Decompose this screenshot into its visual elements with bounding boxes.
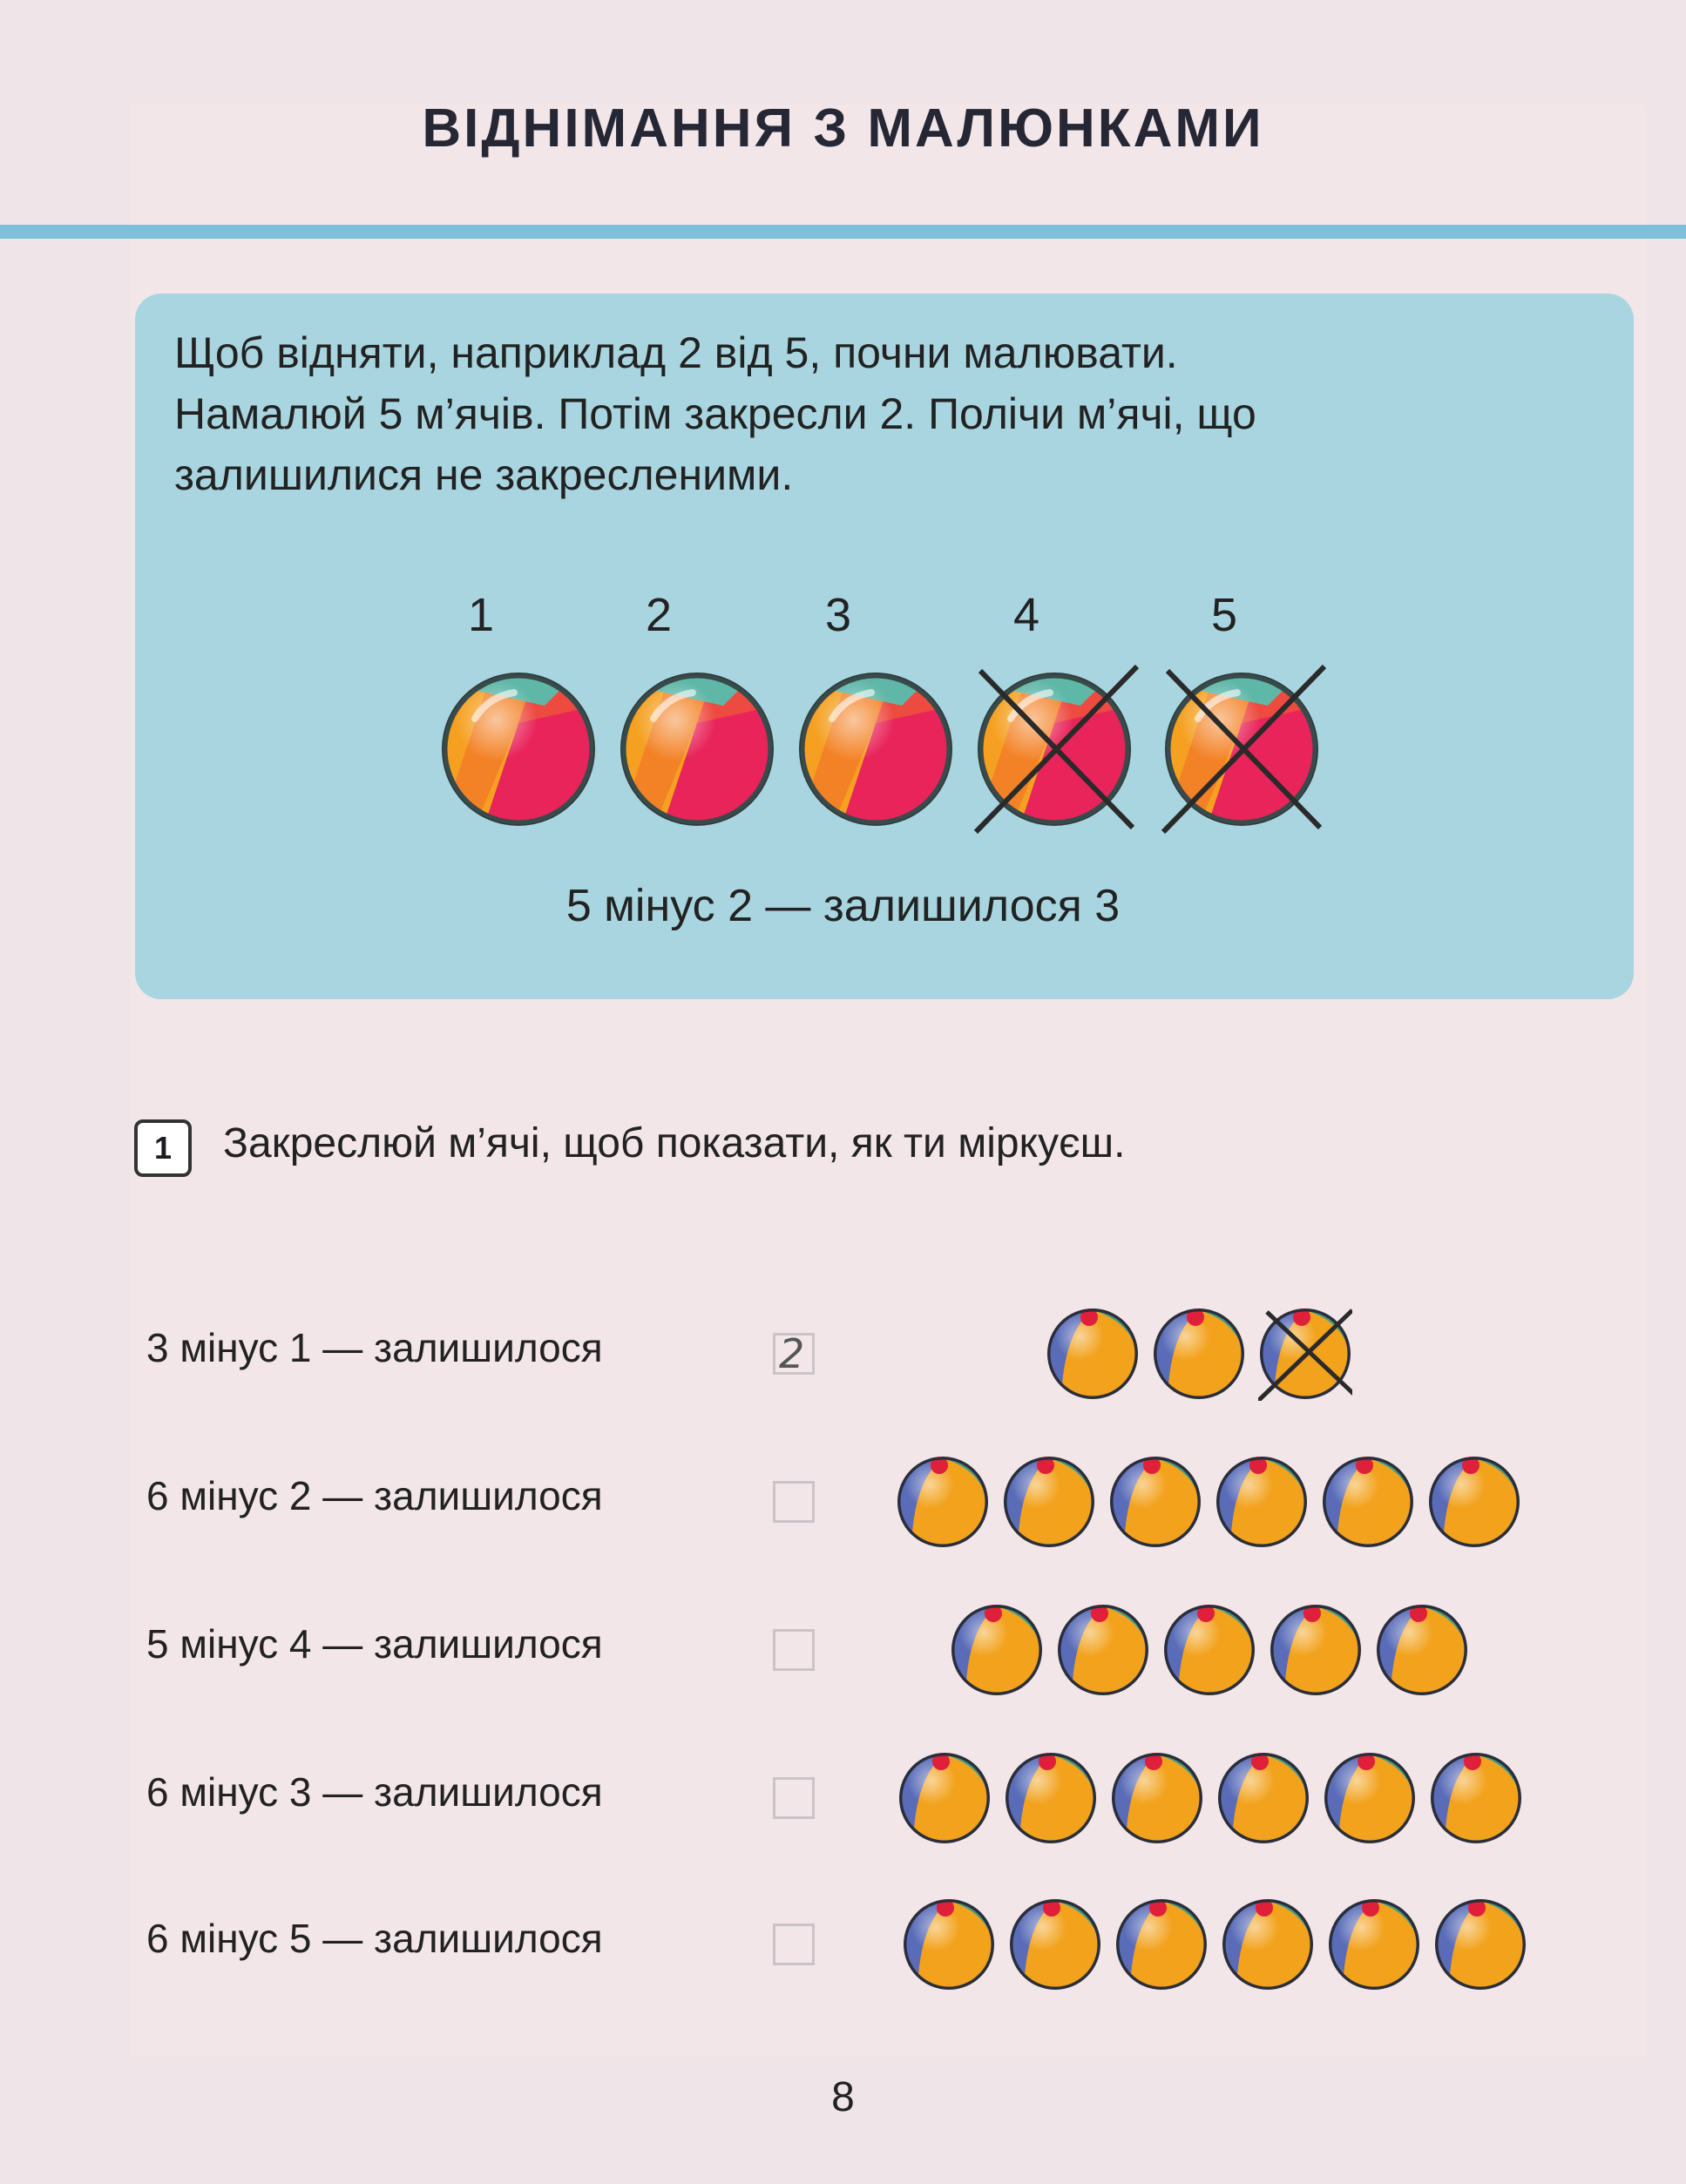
example-line-3: залишилися не закресленими. xyxy=(174,450,794,499)
answer-box[interactable] xyxy=(773,1924,815,1965)
page-title: ВІДНІМАННЯ З МАЛЮНКАМИ xyxy=(422,98,1264,159)
equation-label: 5 мінус 4 — залишилося xyxy=(146,1621,603,1667)
ball-number-label: 4 xyxy=(1012,589,1040,641)
example-line-2: Намалюй 5 м’ячів. Потім закресли 2. Полічи м’ячі, що xyxy=(174,389,1256,438)
answer-box[interactable]: 2 xyxy=(773,1333,815,1375)
ball[interactable] xyxy=(1269,1603,1363,1697)
ball[interactable] xyxy=(950,1603,1044,1697)
ball[interactable] xyxy=(902,1897,996,1991)
ball[interactable] xyxy=(1110,1751,1204,1845)
ball[interactable] xyxy=(1152,1307,1246,1401)
ball[interactable] xyxy=(1056,1603,1150,1697)
example-text xyxy=(174,322,1568,505)
ball[interactable] xyxy=(1008,1897,1102,1991)
ball[interactable] xyxy=(1321,1455,1415,1549)
answer-box[interactable] xyxy=(773,1629,815,1671)
ball xyxy=(431,662,606,841)
ball[interactable] xyxy=(1108,1455,1202,1549)
ball-number-label: 2 xyxy=(645,589,673,641)
equation-label: 3 мінус 1 — залишилося xyxy=(146,1325,603,1370)
ball[interactable] xyxy=(896,1455,990,1549)
answer-box[interactable] xyxy=(773,1777,815,1819)
task-number-badge: 1 xyxy=(134,1119,192,1177)
ball[interactable] xyxy=(1215,1455,1309,1549)
ball[interactable] xyxy=(1221,1897,1315,1991)
page-number: 8 xyxy=(831,2074,855,2120)
ball[interactable] xyxy=(1002,1455,1096,1549)
ball[interactable] xyxy=(1433,1897,1527,1991)
equation-label: 6 мінус 3 — залишилося xyxy=(146,1769,603,1815)
ball-number-label: 1 xyxy=(467,589,495,641)
ball-number-label: 3 xyxy=(824,589,852,641)
ball[interactable] xyxy=(1327,1897,1421,1991)
example-caption: 5 мінус 2 — залишилося 3 xyxy=(565,881,1121,931)
ball[interactable] xyxy=(1429,1751,1523,1845)
equation-label: 6 мінус 2 — залишилося xyxy=(146,1473,603,1518)
answer-box[interactable] xyxy=(773,1481,815,1523)
task-instruction: Закреслюй м’ячі, щоб показати, як ти міркуєш. xyxy=(223,1120,1126,1166)
ball xyxy=(610,662,784,841)
ball-crossed-out xyxy=(1154,662,1329,841)
ball[interactable] xyxy=(1375,1603,1469,1697)
title-divider xyxy=(0,225,1686,239)
ball-crossed-out[interactable] xyxy=(1258,1307,1352,1401)
ball[interactable] xyxy=(1323,1751,1417,1845)
ball[interactable] xyxy=(1004,1751,1098,1845)
ball[interactable] xyxy=(1216,1751,1310,1845)
ball[interactable] xyxy=(1046,1307,1140,1401)
ball[interactable] xyxy=(1162,1603,1256,1697)
equation-label: 6 мінус 5 — залишилося xyxy=(146,1916,603,1961)
ball xyxy=(789,662,963,841)
example-line-1: Щоб відняти, наприклад 2 від 5, почни малювати. xyxy=(174,328,1178,377)
ball[interactable] xyxy=(1427,1455,1521,1549)
ball-crossed-out xyxy=(967,662,1141,841)
ball[interactable] xyxy=(1114,1897,1209,1991)
ball-number-label: 5 xyxy=(1210,589,1238,641)
ball[interactable] xyxy=(897,1751,992,1845)
